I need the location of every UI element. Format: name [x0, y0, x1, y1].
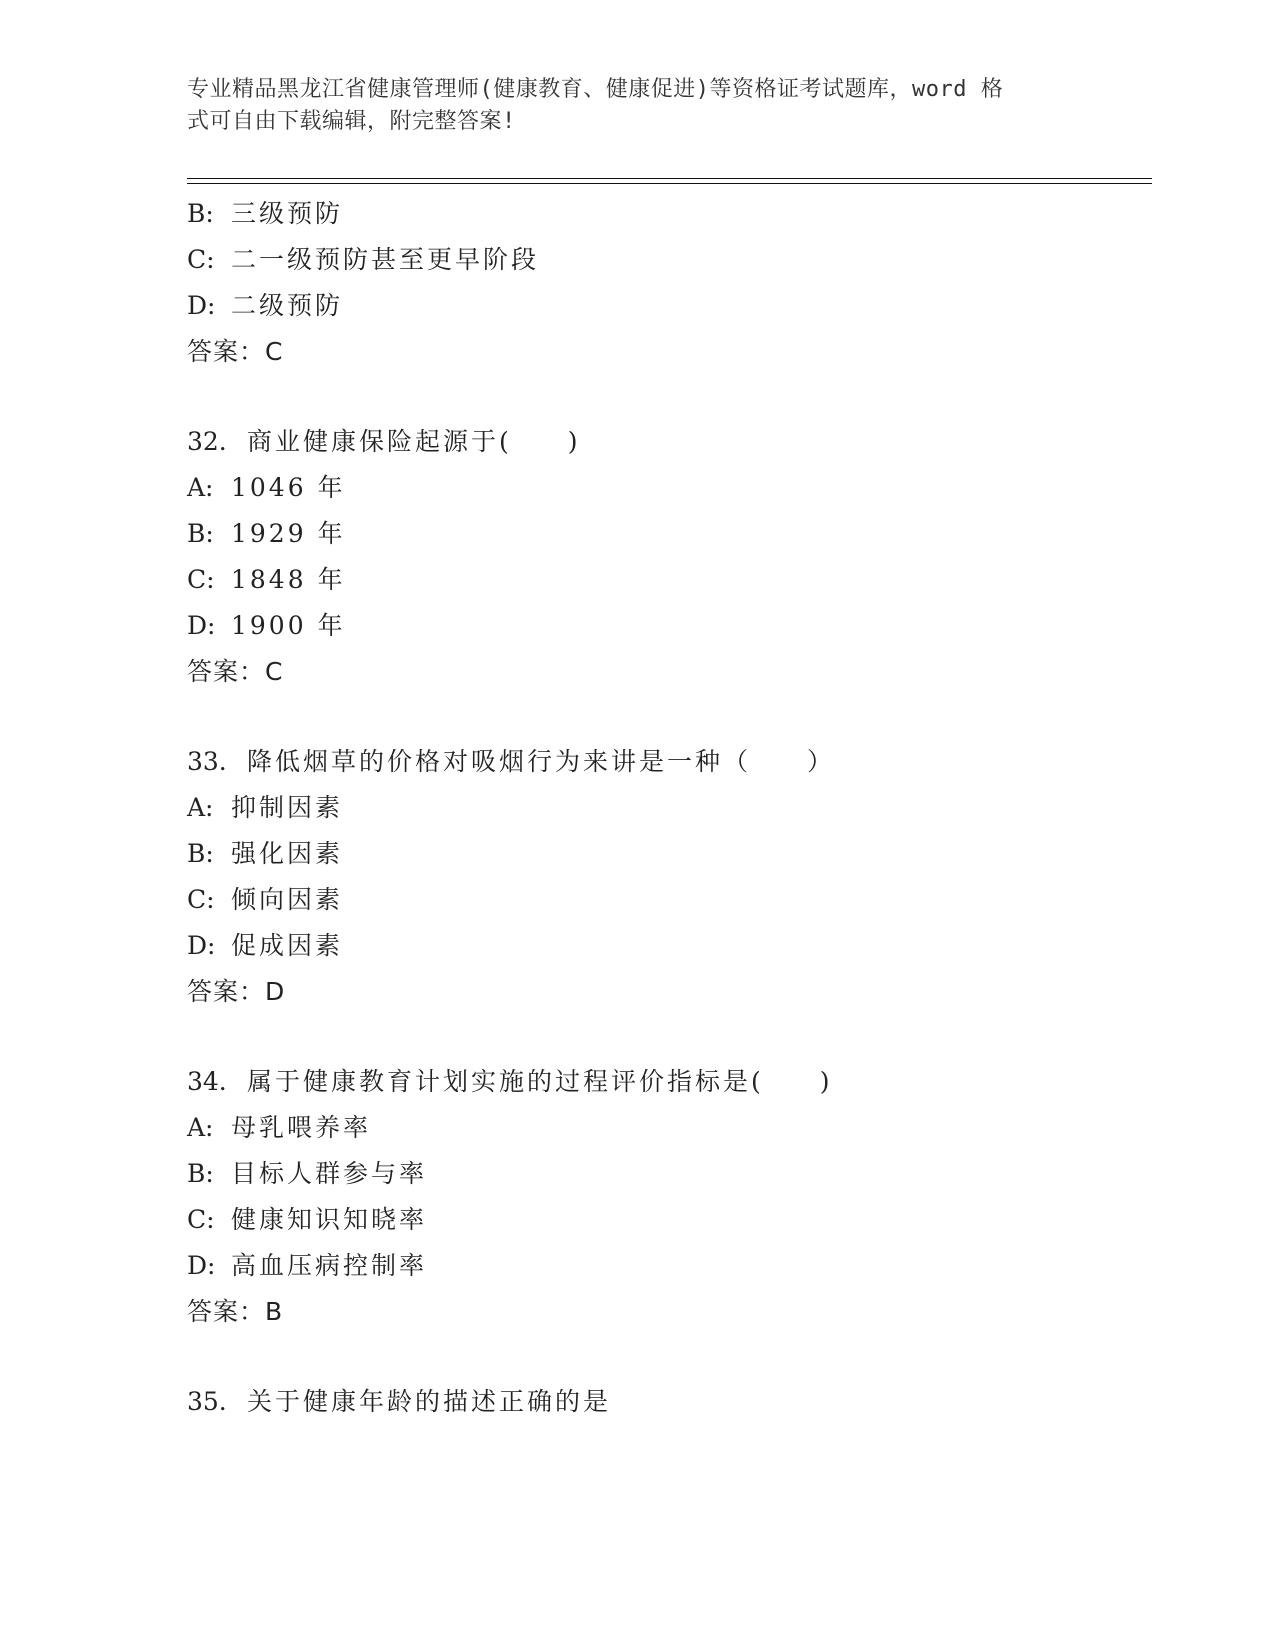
question-stem: 35. 关于健康年龄的描述正确的是 [187, 1387, 612, 1416]
answer: 答案：C [187, 657, 284, 686]
question-34 [187, 1059, 1147, 1335]
option-d: D: 促成因素 [187, 931, 344, 960]
question-33 [187, 739, 1147, 1015]
option-c: C: 倾向因素 [187, 885, 344, 914]
question-stem: 33. 降低烟草的价格对吸烟行为来讲是一种（ ） [187, 747, 836, 776]
question-stem: 32. 商业健康保险起源于( ) [187, 427, 581, 456]
answer: 答案：D [187, 977, 286, 1006]
option-b: B: 1929 年 [187, 519, 346, 548]
option-c: C: 健康知识知晓率 [187, 1205, 428, 1234]
question-stem: 34. 属于健康教育计划实施的过程评价指标是( ) [187, 1067, 833, 1096]
header-line-1: 专业精品黑龙江省健康管理师(健康教育、健康促进)等资格证考试题库，word 格 [187, 77, 1004, 102]
question-list [187, 191, 1147, 1425]
header-rule-top [187, 178, 1152, 179]
option-a: A: 抑制因素 [187, 793, 344, 822]
answer: 答案：C [187, 337, 284, 366]
option-b: B: 强化因素 [187, 839, 344, 868]
option-a: A: 母乳喂养率 [187, 1113, 372, 1142]
header-rule-bottom [187, 183, 1152, 184]
option-d: D: 1900 年 [187, 611, 346, 640]
option-a: A: 1046 年 [187, 473, 346, 502]
option-c: C: 二一级预防甚至更早阶段 [187, 245, 540, 274]
answer: 答案：B [187, 1297, 284, 1326]
option-c: C: 1848 年 [187, 565, 346, 594]
option-d: D: 二级预防 [187, 291, 344, 320]
option-b: B: 目标人群参与率 [187, 1159, 428, 1188]
question-35 [187, 1379, 1147, 1425]
document-header [187, 74, 1067, 138]
header-line-2: 式可自由下载编辑，附完整答案! [187, 109, 516, 134]
option-d: D: 高血压病控制率 [187, 1251, 428, 1280]
question-32 [187, 419, 1147, 695]
question-31-continued [187, 191, 1147, 375]
option-b: B: 三级预防 [187, 199, 344, 228]
